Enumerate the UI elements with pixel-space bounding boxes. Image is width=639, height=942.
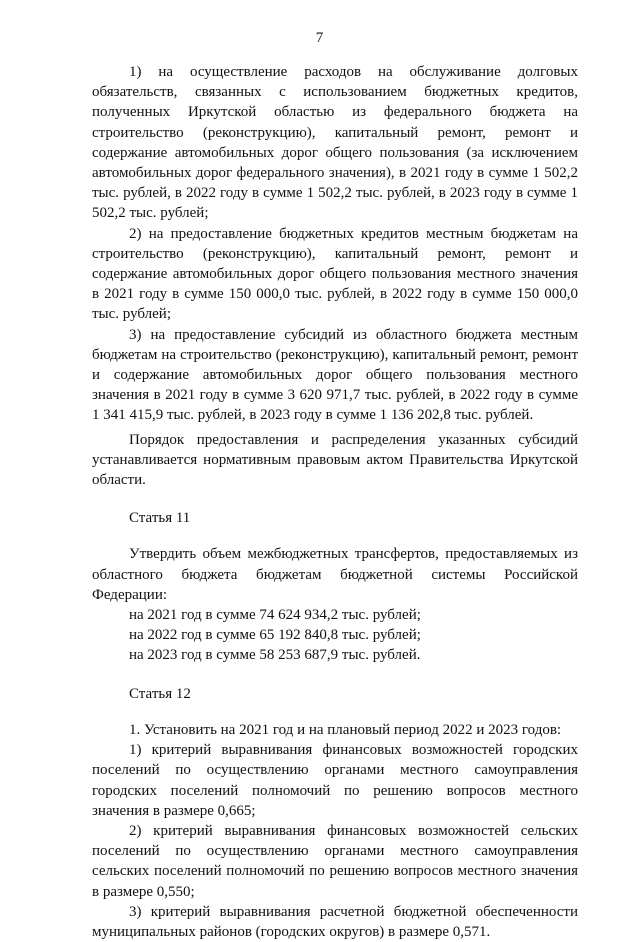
- paragraph-item-1: 1) на осуществление расходов на обслуживание долговых обязательств, связанных с использованием бюджетных кредитов, полученных Иркутской областью из федерального бюджета на строительство (реконструкцию), капитальный ремонт, ремонт и содержание автомобильных дорог общего пользования (за исключением автомобильных дорог федерального значения), в 2021 году в сумме 1 502,2 тыс. рублей, в 2022 году в сумме 1 502,2 тыс. рублей, в 2023 году в сумме 1 502,2 тыс. рублей;: [92, 64, 578, 222]
- article-11-line-2021: на 2021 год в сумме 74 624 934,2 тыс. рублей;: [129, 607, 421, 624]
- page-number: 7: [315, 30, 324, 46]
- article-11-line-2022: на 2022 год в сумме 65 192 840,8 тыс. рублей;: [129, 627, 421, 644]
- article-12-item-3: 3) критерий выравнивания расчетной бюджетной обеспеченности муниципальных районов (городских округов) в размере 0,571.: [92, 903, 578, 940]
- paragraph-item-3: 3) на предоставление субсидий из областного бюджета местным бюджетам на строительство (реконструкцию), капитальный ремонт, ремонт и содержание автомобильных дорог общего пользования местного значения в 2021 году в сумме 3 620 971,7 тыс. рублей, в 2022 году в сумме 1 341 415,9 тыс. рублей, в 2023 году в сумме 1 136 202,8 тыс. рублей.: [92, 326, 578, 424]
- article-12-item-2: 2) критерий выравнивания финансовых возможностей сельских поселений по осуществлению органами местного самоуправления сельских поселений полномочий по решению вопросов местного значения в размере 0,550;: [92, 822, 578, 900]
- article-11-line-2023: на 2023 год в сумме 58 253 687,9 тыс. рублей.: [129, 647, 421, 664]
- article-11-intro: Утвердить объем межбюджетных трансфертов, предоставляемых из областного бюджета бюджетам бюджетной системы Российской Федерации:: [92, 546, 578, 603]
- article-11-heading: Статья 11: [129, 510, 191, 527]
- document-body: [92, 62, 578, 942]
- paragraph-procedure: Порядок предоставления и распределения указанных субсидий устанавливается нормативным правовым актом Правительства Иркутской области.: [92, 431, 578, 489]
- paragraph-item-2: 2) на предоставление бюджетных кредитов местным бюджетам на строительство (реконструкцию), капитальный ремонт, ремонт и содержание автомобильных дорог общего пользования местного значения в 2021 году в сумме 150 000,0 тыс. рублей, в 2022 году в сумме 150 000,0 тыс. рублей;: [92, 225, 578, 323]
- article-12-heading: Статья 12: [129, 685, 191, 702]
- article-12-item-1: 1) критерий выравнивания финансовых возможностей городских поселений по осуществлению органами местного самоуправления городских поселений полномочий по решению вопросов местного значения в размере 0,665;: [92, 742, 578, 819]
- article-12-intro: 1. Установить на 2021 год и на плановый период 2022 и 2023 годов:: [129, 721, 562, 738]
